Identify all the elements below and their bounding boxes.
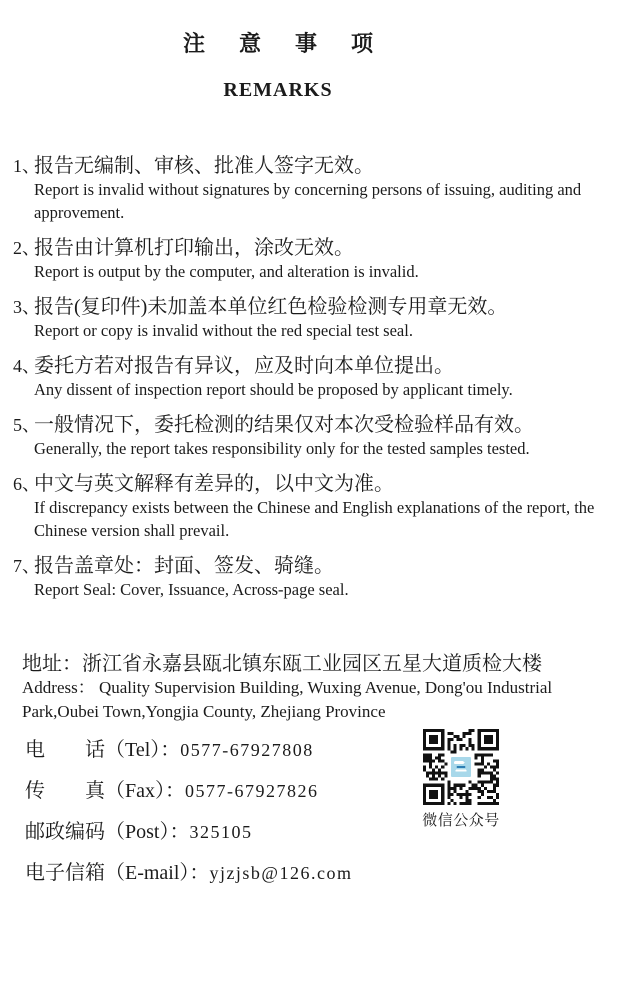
address-english: Address： Quality Supervision Building, Wuxing Avenue, Dong'ou Industrial Park,Oubei Town,Yongjia County, Zhejiang Province (22, 678, 553, 721)
remark-item-3 (13, 296, 615, 342)
fax-label: 传 真（Fax）： (25, 780, 185, 802)
item-chinese-text: 中文与英文解释有差异的，以中文为准。 (34, 473, 394, 495)
item-chinese-line (13, 555, 615, 578)
item-chinese-line (13, 414, 615, 437)
remark-item-6 (13, 473, 615, 542)
item-chinese-text: 一般情况下，委托检测的结果仅对本次受检验样品有效。 (34, 414, 534, 436)
item-chinese-line (13, 155, 615, 178)
item-english-text: Report is invalid without signatures by concerning persons of issuing, auditing and approvement. (34, 180, 582, 222)
tel-label: 电 话（Tel）： (25, 739, 181, 761)
contact-row-post (25, 820, 405, 844)
email-label: 电子信箱（E-mail）： (25, 862, 210, 884)
contact-row-email (25, 861, 405, 885)
page-title-english: REMARKS (223, 79, 333, 101)
tel-value: 0577-67927808 (180, 740, 314, 760)
item-english-text: Report is output by the computer, and alteration is invalid. (34, 262, 419, 281)
item-number: 4、 (13, 356, 40, 376)
page-title-chinese: 注意事项 (182, 31, 407, 56)
remark-item-2 (13, 237, 615, 283)
item-chinese-text: 报告(复印件)未加盖本单位红色检验检测专用章无效。 (34, 296, 508, 318)
contact-row-tel (25, 738, 405, 762)
remark-item-4 (13, 355, 615, 401)
remark-item-7 (13, 555, 615, 601)
remark-item-5 (13, 414, 615, 460)
remarks-list (13, 155, 615, 614)
address-block (22, 652, 602, 724)
contact-info (25, 738, 405, 902)
item-chinese-line (13, 355, 615, 378)
qr-code-image (423, 729, 499, 805)
item-english-text: Report Seal: Cover, Issuance, Across-page seal. (34, 580, 349, 599)
item-chinese-line (13, 473, 615, 496)
item-english-text: Generally, the report takes responsibility only for the tested samples tested. (34, 439, 530, 458)
item-chinese-text: 报告无编制、审核、批准人签字无效。 (34, 155, 374, 177)
item-chinese-text: 报告由计算机打印输出，涂改无效。 (34, 237, 354, 259)
item-chinese-line (13, 237, 615, 260)
email-value: yjzjsb@126.com (209, 863, 353, 883)
wechat-qr-code (423, 729, 499, 805)
item-number: 6、 (13, 474, 40, 494)
item-number: 1、 (13, 156, 40, 176)
item-number: 5、 (13, 415, 40, 435)
item-chinese-line (13, 296, 615, 319)
address-chinese: 地址：浙江省永嘉县瓯北镇东瓯工业园区五星大道质检大楼 (22, 653, 542, 675)
post-value: 325105 (189, 822, 253, 842)
item-number: 7、 (13, 556, 40, 576)
item-number: 2、 (13, 238, 40, 258)
item-number: 3、 (13, 297, 40, 317)
item-chinese-text: 委托方若对报告有异议，应及时向本单位提出。 (34, 355, 454, 377)
contact-row-fax (25, 779, 405, 803)
remark-item-1 (13, 155, 615, 224)
item-english-text: Any dissent of inspection report should be proposed by applicant timely. (34, 380, 513, 399)
post-label: 邮政编码（Post）： (25, 821, 190, 843)
page-header (0, 32, 556, 102)
item-english-text: Report or copy is invalid without the red special test seal. (34, 321, 413, 340)
fax-value: 0577-67927826 (185, 781, 319, 801)
wechat-qr-block (421, 729, 501, 830)
item-chinese-text: 报告盖章处：封面、签发、骑缝。 (34, 555, 334, 577)
item-english-text: If discrepancy exists between the Chinese and English explanations of the report, the Chinese version shall prevail. (34, 498, 595, 540)
wechat-qr-label: 微信公众号 (422, 813, 500, 829)
